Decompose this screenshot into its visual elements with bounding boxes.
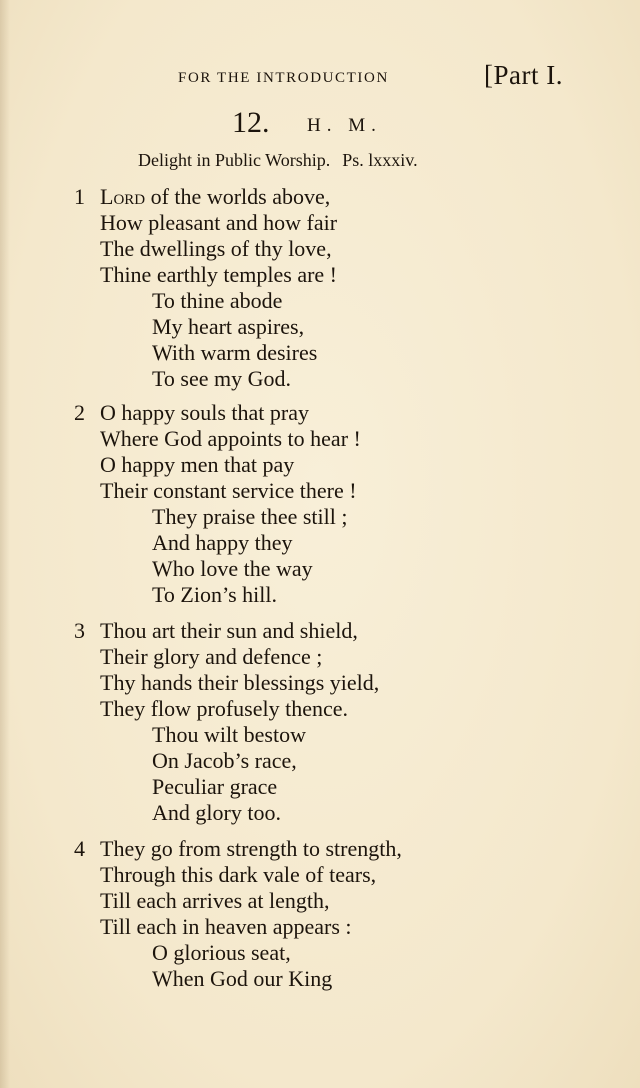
verse-line: Their constant service there ! [100, 478, 357, 503]
scripture-reference: Ps. lxxxiv. [342, 150, 418, 170]
verse-line: With warm desires [152, 340, 318, 365]
verse-line: 1 Lord of the worlds above, [74, 184, 331, 209]
verse-line: Thine earthly temples are ! [100, 262, 338, 287]
verse-line: O happy men that pay [100, 452, 295, 477]
verse-line: On Jacob’s race, [152, 748, 297, 773]
running-head: FOR THE INTRODUCTION [178, 70, 389, 86]
part-label: [Part I. [484, 60, 563, 90]
verse-line: How pleasant and how fair [100, 210, 338, 235]
first-word: Lord [100, 184, 146, 209]
verse-line: The dwellings of thy love, [100, 236, 332, 261]
stanza-number: 1 [74, 184, 85, 209]
verse-line: They praise thee still ; [152, 504, 348, 529]
verse-line: To Zion’s hill. [152, 582, 277, 607]
hymn-number: 12. [232, 106, 270, 139]
stanza-number: 4 [74, 836, 85, 861]
verse-line: Through this dark vale of tears, [100, 862, 377, 887]
verse-line: Who love the way [152, 556, 313, 581]
page-edge-shadow [0, 0, 10, 1088]
verse-line: Till each arrives at length, [100, 888, 330, 913]
stanza-4 [74, 836, 594, 992]
verse-line: Thy hands their blessings yield, [100, 670, 380, 695]
verse-line: Thou wilt bestow [152, 722, 306, 747]
stanza-1 [74, 184, 594, 392]
verse-line: They flow profusely thence. [100, 696, 349, 721]
verse-line: My heart aspires, [152, 314, 305, 339]
verse-line: Till each in heaven appears : [100, 914, 352, 939]
verse-line: To see my God. [152, 366, 291, 391]
verse-line: To thine abode [152, 288, 283, 313]
stanza-2 [74, 400, 594, 608]
verse-line: And glory too. [152, 800, 281, 825]
verse-line: Their glory and defence ; [100, 644, 323, 669]
stanza-number: 2 [74, 400, 85, 425]
verse-line: Where God appoints to hear ! [100, 426, 361, 451]
verse-line: 3 Thou art their sun and shield, [74, 618, 358, 643]
stanza-3 [74, 618, 594, 826]
hymn-meter: H. M. [307, 115, 382, 136]
verse-line: When God our King [152, 966, 333, 991]
verse-line: 2 O happy souls that pray [74, 400, 309, 425]
verse-line: O glorious seat, [152, 940, 291, 965]
hymn-subject: Delight in Public Worship. [138, 150, 331, 170]
verse-line: And happy they [152, 530, 293, 555]
verse-line: Peculiar grace [152, 774, 278, 799]
verse-line: 4 They go from strength to strength, [74, 836, 402, 861]
stanza-number: 3 [74, 618, 85, 643]
hymn-subtitle [138, 150, 418, 171]
